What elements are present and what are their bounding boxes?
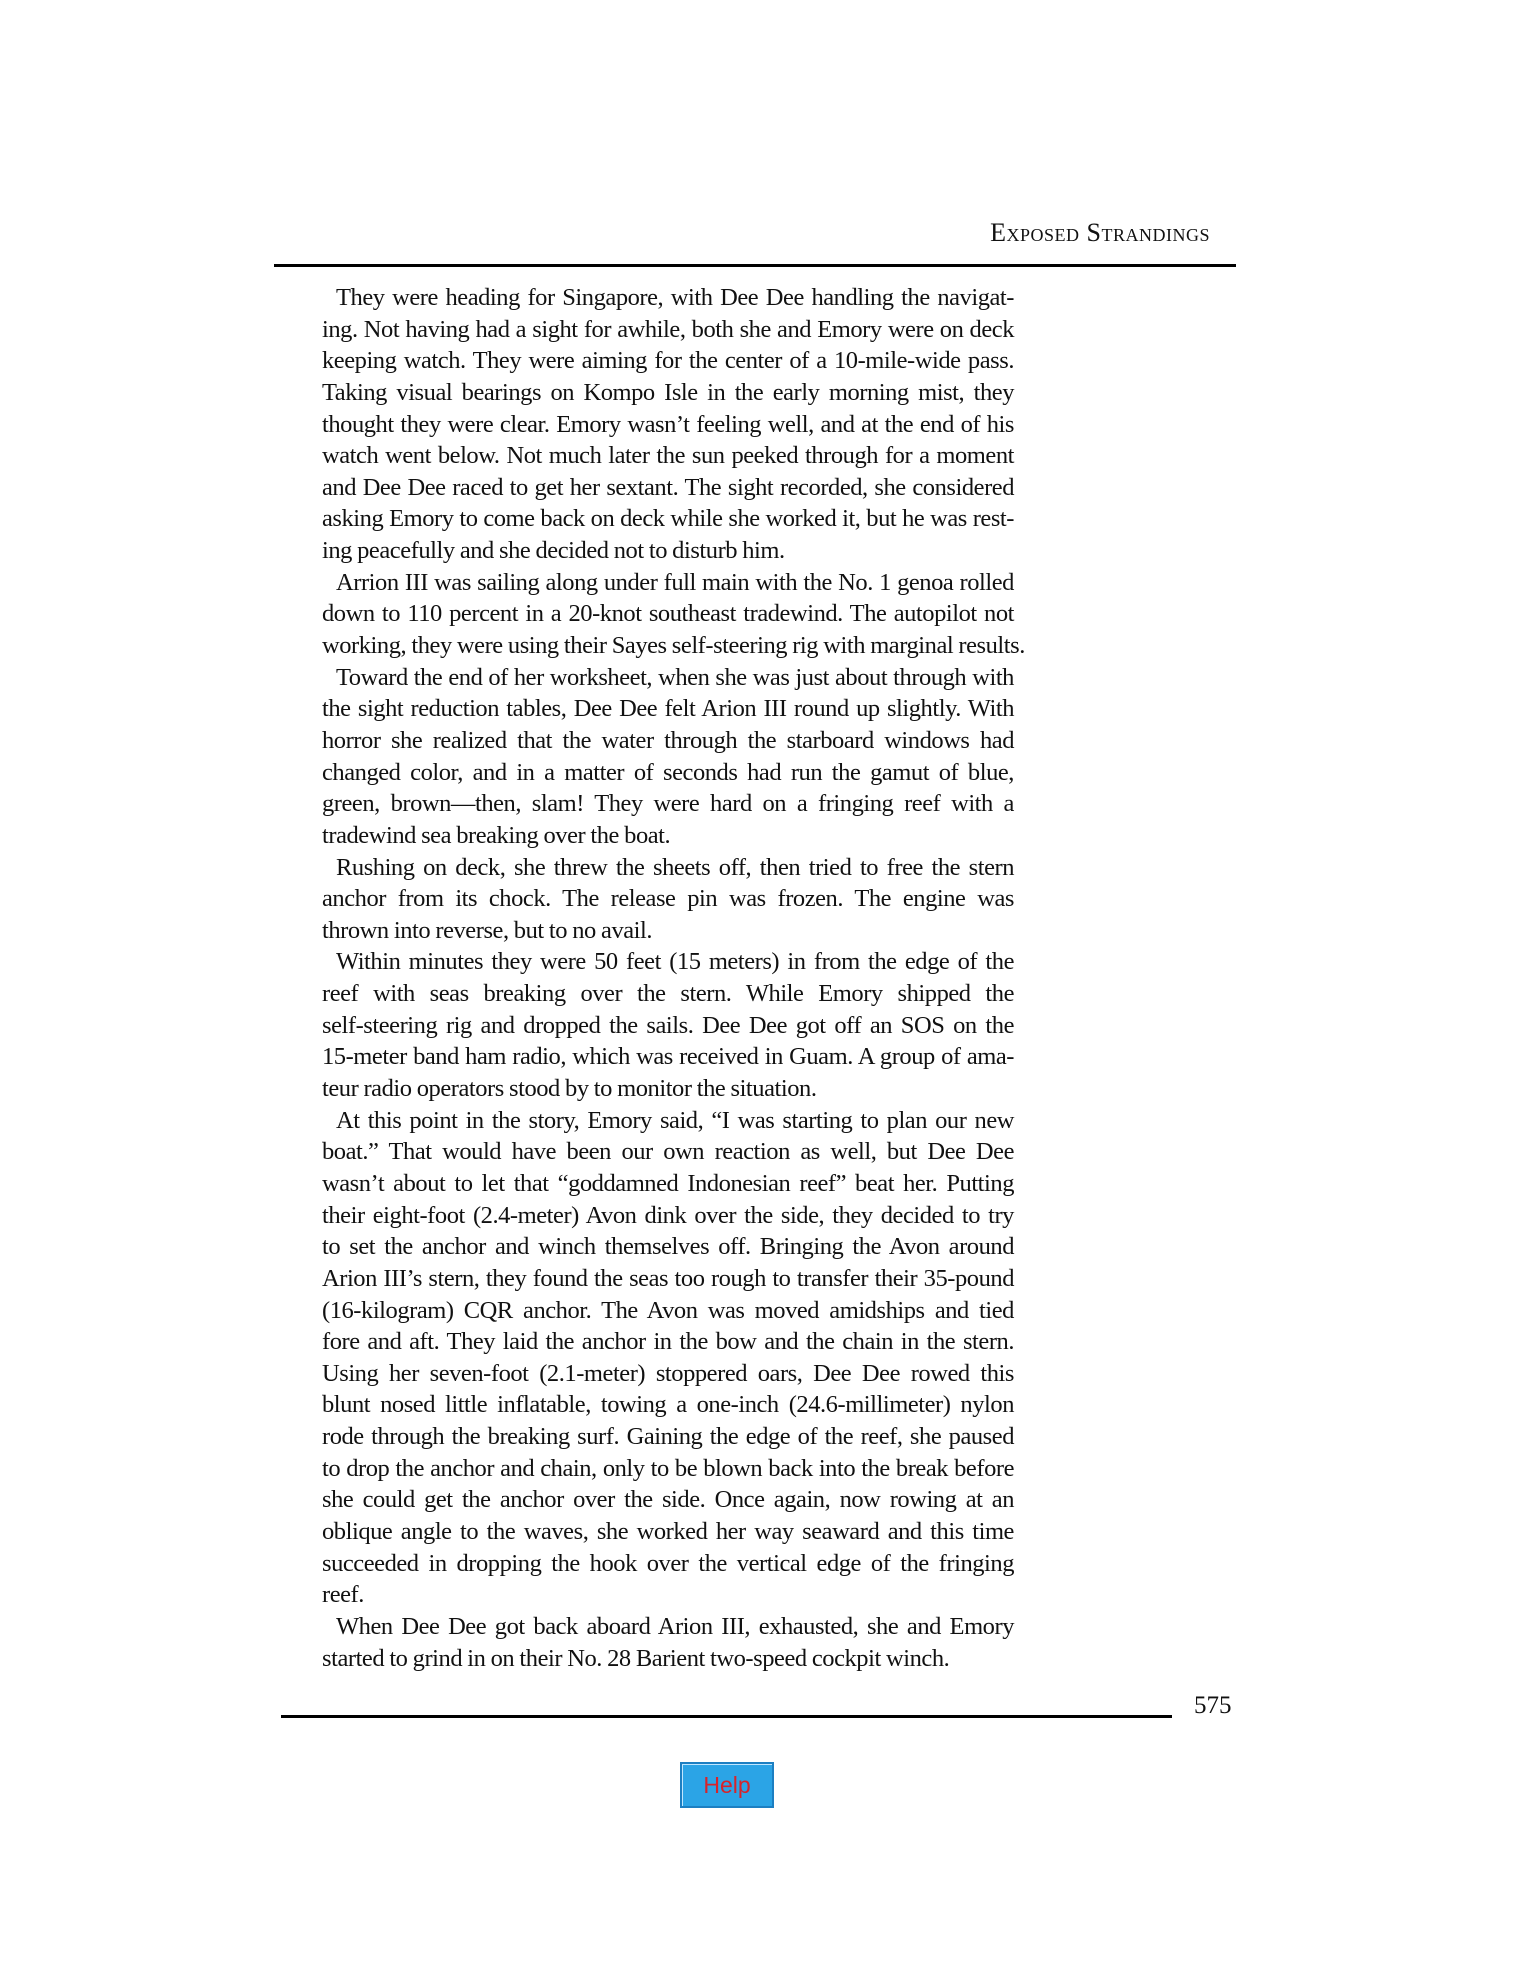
paragraph	[322, 852, 1014, 947]
footer-rule	[281, 1715, 1172, 1718]
text-line: anchor from its chock. The release pin was frozen. The engine was	[322, 885, 1014, 913]
paragraph	[322, 1611, 1014, 1674]
text-line: keeping watch. They were aiming for the center of a 10-mile-wide pass.	[322, 347, 1014, 375]
text-line: rode through the breaking surf. Gaining the edge of the reef, she paused	[322, 1423, 1014, 1451]
page-number: 575	[1194, 1692, 1232, 1719]
text-line: (16-kilogram) CQR anchor. The Avon was moved amidships and tied	[322, 1296, 1014, 1324]
text-line: Toward the end of her worksheet, when she was just about through with	[336, 663, 1014, 691]
text-line: Using her seven-foot (2.1-meter) stoppered oars, Dee Dee rowed this	[322, 1359, 1014, 1387]
text-line: to drop the anchor and chain, only to be blown back into the break before	[322, 1454, 1014, 1482]
text-line: working, they were using their Sayes self-steering rig with marginal results.	[322, 632, 1025, 660]
text-line: and Dee Dee raced to get her sextant. The sight recorded, she considered	[322, 473, 1014, 501]
text-line: When Dee Dee got back aboard Arion III, exhausted, she and Emory	[336, 1612, 1014, 1640]
text-line: Taking visual bearings on Kompo Isle in the early morning mist, they	[322, 378, 1014, 406]
text-line: started to grind in on their No. 28 Barient two-speed cockpit winch.	[322, 1644, 950, 1672]
running-header-title: Exposed Strandings	[990, 218, 1210, 247]
text-line: ing. Not having had a sight for awhile, both she and Emory were on deck	[322, 315, 1014, 343]
text-line: watch went below. Not much later the sun peeked through for a moment	[322, 442, 1014, 470]
text-line: blunt nosed little inflatable, towing a one-inch (24.6-millimeter) nylon	[322, 1391, 1014, 1419]
text-line: boat.” That would have been our own reaction as well, but Dee Dee	[322, 1138, 1014, 1166]
text-line: thrown into reverse, but to no avail.	[322, 916, 653, 944]
help-button[interactable]: Help	[680, 1762, 774, 1808]
header-rule	[274, 264, 1236, 267]
text-line: wasn’t about to let that “goddamned Indonesian reef” beat her. Putting	[322, 1169, 1014, 1197]
text-line: their eight-foot (2.4-meter) Avon dink over the side, they decided to try	[322, 1201, 1014, 1229]
text-line: the sight reduction tables, Dee Dee felt Arion III round up slightly. With	[322, 695, 1014, 723]
text-line: reef.	[322, 1581, 364, 1609]
text-line: At this point in the story, Emory said, “I was starting to plan our new	[336, 1106, 1014, 1134]
text-line: Within minutes they were 50 feet (15 meters) in from the edge of the	[336, 948, 1014, 976]
body-text	[322, 282, 1025, 1674]
text-line: oblique angle to the waves, she worked her way seaward and this time	[322, 1517, 1014, 1545]
text-line: They were heading for Singapore, with Dee Dee handling the navigat-	[336, 284, 1014, 311]
text-line: 15-meter band ham radio, which was received in Guam. A group of ama-	[322, 1043, 1014, 1071]
text-line: down to 110 percent in a 20-knot southeast tradewind. The autopilot not	[322, 600, 1014, 628]
paragraph	[322, 567, 1025, 662]
text-line: self-steering rig and dropped the sails. Dee Dee got off an SOS on the	[322, 1011, 1014, 1039]
paragraph	[322, 1105, 1014, 1611]
text-line: asking Emory to come back on deck while she worked it, but he was rest-	[322, 505, 1014, 533]
text-line: Arrion III was sailing along under full main with the No. 1 genoa rolled	[336, 568, 1014, 596]
text-line: reef with seas breaking over the stern. While Emory shipped the	[322, 980, 1014, 1008]
text-line: tradewind sea breaking over the boat.	[322, 821, 671, 849]
text-line: Rushing on deck, she threw the sheets off, then tried to free the stern	[336, 853, 1014, 881]
paragraph	[322, 282, 1014, 567]
text-line: changed color, and in a matter of seconds had run the gamut of blue,	[322, 758, 1014, 786]
text-line: teur radio operators stood by to monitor the situation.	[322, 1075, 817, 1103]
text-line: green, brown—then, slam! They were hard on a fringing reef with a	[322, 790, 1014, 818]
text-line: thought they were clear. Emory wasn’t feeling well, and at the end of his	[322, 410, 1014, 438]
text-line: ing peacefully and she decided not to disturb him.	[322, 537, 785, 565]
text-line: fore and aft. They laid the anchor in the bow and the chain in the stern.	[322, 1328, 1014, 1356]
paragraph	[322, 946, 1014, 1104]
text-line: horror she realized that the water through the starboard windows had	[322, 726, 1014, 754]
paragraph	[322, 662, 1014, 852]
text-line: she could get the anchor over the side. Once again, now rowing at an	[322, 1486, 1014, 1514]
text-line: to set the anchor and winch themselves off. Bringing the Avon around	[322, 1233, 1014, 1261]
text-line: Arion III’s stern, they found the seas too rough to transfer their 35-pound	[322, 1264, 1014, 1292]
text-line: succeeded in dropping the hook over the vertical edge of the fringing	[322, 1549, 1014, 1577]
